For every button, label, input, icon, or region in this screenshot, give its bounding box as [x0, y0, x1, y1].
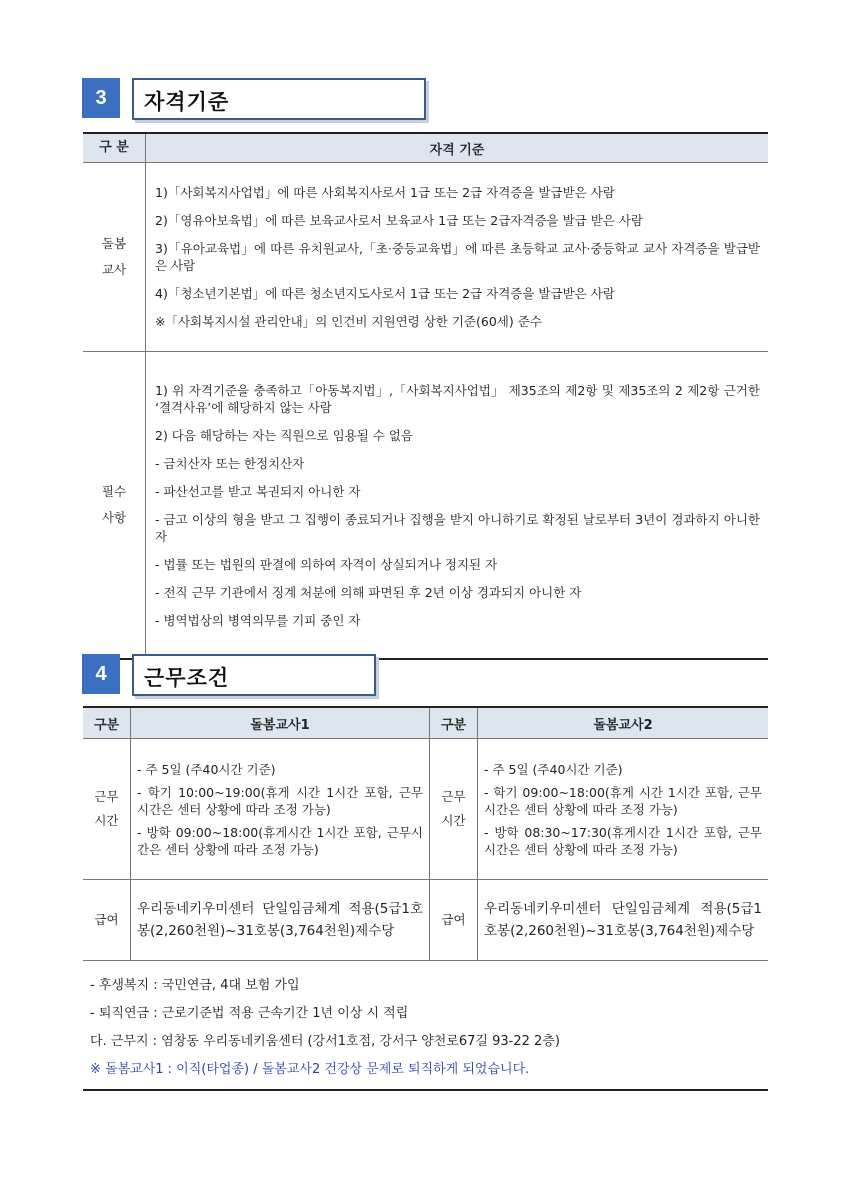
table-row — [83, 739, 768, 880]
column-header-teacher-2: 돌봄교사2 — [478, 707, 769, 739]
list-item: 3)「유아교육법」에 따른 유치원교사,「초·중등교육법」에 따른 초등학교 교사·중등학교 교사 자격증을 발급받은 사람 — [155, 241, 760, 273]
list-item: 2)「영유아보육법」에 따른 보육교사로서 보육교사 1급 또는 2급자격증을 발급 받은 사람 — [155, 213, 643, 228]
row-content-required — [146, 352, 769, 660]
list-item: - 금고 이상의 형을 받고 그 집행이 종료되거나 집행을 받지 아니하기로 확정된 날로부터 3년이 경과하지 아니한 자 — [155, 511, 760, 544]
section-4-title-box — [132, 654, 376, 696]
row-label-line: 교사 — [101, 262, 127, 277]
notice-resignation: ※ 돌봄교사1 : 이직(타업종) / 돌봄교사2 건강상 문제로 퇴직하게 되었습니다. — [90, 1062, 530, 1077]
row-label-line: 돌봄 — [101, 236, 127, 251]
list-item: - 주 5일 (주40시간 기준) — [484, 761, 623, 777]
table-row — [83, 352, 768, 660]
list-item: - 전직 근무 기관에서 징계 처분에 의해 파면된 후 2년 이상 경과되지 아니한 자 — [155, 584, 582, 600]
column-header-gubun: 구 분 — [83, 133, 146, 163]
section-3-number: 3 — [82, 78, 120, 118]
hours-teacher-1 — [131, 739, 430, 880]
list-item: 1)「사회복지사업법」에 따른 사회복지사로서 1급 또는 2급 자격증을 발급받은 사람 — [155, 185, 615, 200]
row-label-line: 필수 — [101, 484, 127, 499]
list-item: 4)「청소년기본법」에 따른 청소년지도사로서 1급 또는 2급 자격증을 발급받은 사람 — [155, 286, 615, 301]
section-3-title: 자격기준 — [144, 90, 230, 114]
list-item: 1) 위 자격기준을 충족하고「아동복지법」,「사회복지사업법」 제35조의 제2항 및 제35조의 2 제2항 근거한 ‘결격사유’에 해당하지 않는 사람 — [155, 382, 760, 415]
section-4-number: 4 — [82, 654, 120, 694]
row-label-pay: 급여 — [430, 880, 478, 961]
notes-block — [90, 972, 560, 1084]
list-item: - 법률 또는 법원의 판결에 의하여 자격이 상실되거나 정지된 자 — [155, 556, 498, 572]
row-label-required — [83, 352, 146, 660]
hours-teacher-2 — [478, 739, 769, 880]
row-label-line: 시간 — [441, 813, 466, 828]
list-item: - 병역법상의 병역의무를 기피 중인 자 — [155, 612, 361, 628]
row-label-line: 시간 — [94, 813, 119, 828]
column-header-teacher-1: 돌봄교사1 — [131, 707, 430, 739]
list-item: - 학기 10:00~19:00(휴게 시간 1시간 포함, 근무 시간은 센터 상황에 따라 조정 가능) — [137, 784, 423, 817]
list-item: - 금치산자 또는 한정치산자 — [155, 455, 305, 471]
list-item: - 주 5일 (주40시간 기준) — [137, 761, 276, 777]
row-label-line: 근무 — [441, 789, 466, 804]
bottom-divider — [83, 1089, 768, 1091]
list-item: - 방학 08:30~17:30(휴게시간 1시간 포함, 근무 시간은 센터 상황에 따라 조정 가능) — [484, 824, 762, 857]
row-label-line: 사항 — [101, 510, 127, 525]
column-header-gubun-2: 구분 — [430, 707, 478, 739]
table-row — [83, 163, 768, 352]
pay-teacher-2: 우리동네키우미센터 단일임금체계 적용(5급1호봉(2,260천원)~31호봉(3,764천원)제수당 — [478, 880, 769, 961]
qualification-table-header — [83, 133, 768, 163]
list-item: - 파산선고를 받고 복권되지 아니한 자 — [155, 483, 361, 499]
note-welfare: - 후생복지 : 국민연금, 4대 보험 가입 — [90, 978, 300, 993]
table-row — [83, 880, 768, 961]
list-item: 2) 다음 해당하는 자는 직원으로 임용될 수 없음 — [155, 427, 413, 443]
column-header-gubun-1: 구분 — [83, 707, 131, 739]
row-label-teacher — [83, 163, 146, 352]
working-conditions-table — [83, 706, 768, 961]
row-label-hours — [430, 739, 478, 880]
row-label-pay: 급여 — [83, 880, 131, 961]
list-item: - 학기 09:00~18:00(휴게 시간 1시간 포함, 근무 시간은 센터 상황에 따라 조정 가능) — [484, 784, 762, 817]
working-conditions-header — [83, 707, 768, 739]
note-pension: - 퇴직연금 : 근로기준법 적용 근속기간 1년 이상 시 적립 — [90, 1006, 409, 1021]
row-label-line: 근무 — [94, 789, 119, 804]
pay-teacher-1: 우리동네키우미센터 단일임금체계 적용(5급1호봉(2,260천원)~31호봉(3,764천원)제수당 — [131, 880, 430, 961]
note-workplace: 다. 근무지 : 염창동 우리동네키움센터 (강서1호점, 강서구 양천로67길 93-22 2층) — [90, 1034, 560, 1049]
column-header-criteria: 자격 기준 — [146, 133, 769, 163]
section-4-title: 근무조건 — [144, 666, 230, 690]
qualification-table — [83, 132, 768, 660]
row-content-teacher — [146, 163, 769, 352]
section-3-title-box — [132, 78, 426, 120]
list-item: - 방학 09:00~18:00(휴게시간 1시간 포함, 근무시간은 센터 상황에 따라 조정 가능) — [137, 824, 423, 857]
list-item: ※「사회복지시설 관리안내」의 인건비 지원연령 상한 기준(60세) 준수 — [155, 314, 542, 329]
row-label-hours — [83, 739, 131, 880]
